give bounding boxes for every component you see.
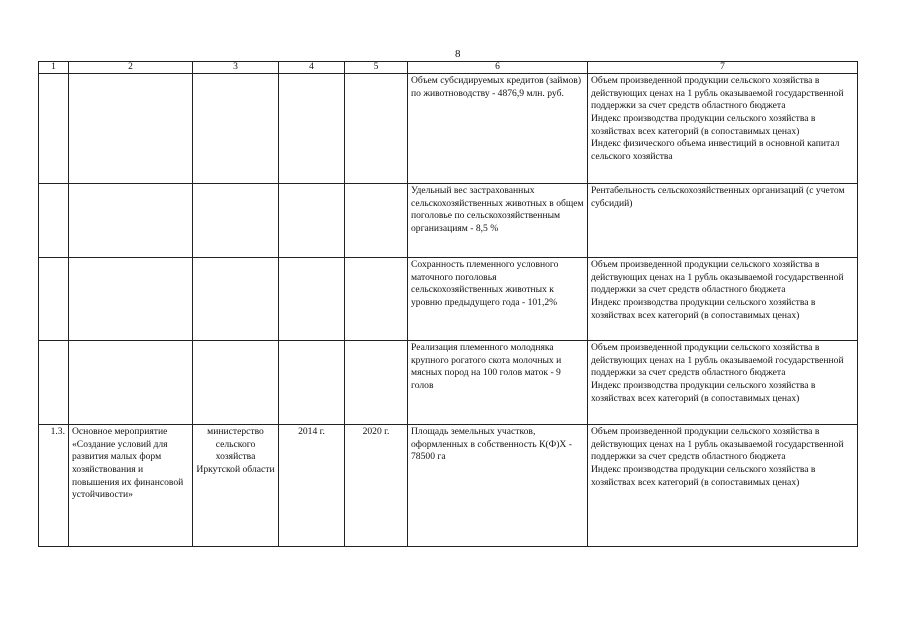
cell-start-year [279,74,345,184]
indicator-line: Индекс физического объема инвестиций в основной капитал сельского хозяйства [591,138,840,162]
header-cell: 3 [193,62,279,74]
indicator-line: Рентабельность сельскохозяйственных организаций (с учетом субсидий) [591,185,845,209]
cell-end-year [345,74,408,184]
indicator-line: Объем произведенной продукции сельского хозяйства в действующих ценах на 1 рубль оказываемой государственной поддержки за счет средств областного бюджета [591,342,844,379]
table-row [39,258,858,341]
cell-executor [193,184,279,258]
header-cell: 6 [408,62,588,74]
cell-end-year [345,258,408,341]
cell-executor [193,258,279,341]
program-table [38,61,858,547]
cell-result: Сохранность племенного условного маточного поголовья сельскохозяйственных животных к уровню предыдущего года - 101,2% [408,258,588,341]
indicator-line: Объем произведенной продукции сельского хозяйства в действующих ценах на 1 рубль оказываемой государственной поддержки за счет средств областного бюджета [591,75,844,112]
cell-result: Реализация племенного молодняка крупного рогатого скота молочных и мясных пород на 100 голов маток - 9 голов [408,341,588,425]
cell-indicators [588,341,858,425]
cell-end-year [345,341,408,425]
cell-end-year: 2020 г. [345,425,408,547]
cell-activity [69,341,193,425]
cell-indicators [588,258,858,341]
cell-result: Удельный вес застрахованных сельскохозяйственных животных в общем поголовье по сельскохозяйственным организациям - 8,5 % [408,184,588,258]
table-row [39,184,858,258]
indicator-line: Объем произведенной продукции сельского хозяйства в действующих ценах на 1 рубль оказываемой государственной поддержки за счет средств областного бюджета [591,259,844,296]
header-cell: 2 [69,62,193,74]
cell-start-year [279,341,345,425]
cell-result: Объем субсидируемых кредитов (займов) по животноводству - 4876,9 млн. руб. [408,74,588,184]
cell-executor [193,341,279,425]
cell-executor [193,74,279,184]
cell-number: 1.3. [39,425,69,547]
cell-executor: министерство сельского хозяйства Иркутской области [193,425,279,547]
cell-activity [69,258,193,341]
cell-indicators [588,425,858,547]
indicator-line: Индекс производства продукции сельского хозяйства в хозяйствах всех категорий (в сопоставимых ценах) [591,463,816,488]
header-cell: 7 [588,62,858,74]
cell-number [39,184,69,258]
cell-start-year [279,184,345,258]
table-row [39,341,858,425]
table-header-row [39,62,858,74]
cell-number [39,74,69,184]
header-cell: 1 [39,62,69,74]
table-row [39,425,858,547]
cell-activity: Основное мероприятие «Создание условий для развития малых форм хозяйствования и повышения их финансовой устойчивости» [69,425,193,547]
cell-number [39,258,69,341]
indicator-line: Индекс производства продукции сельского хозяйства в хозяйствах всех категорий (в сопоставимых ценах) [591,296,816,321]
header-cell: 5 [345,62,408,74]
cell-number [39,341,69,425]
cell-end-year [345,184,408,258]
cell-start-year: 2014 г. [279,425,345,547]
header-cell: 4 [279,62,345,74]
cell-indicators [588,74,858,184]
cell-indicators [588,184,858,258]
page-number: 8 [455,48,461,60]
cell-activity [69,74,193,184]
cell-result: Площадь земельных участков, оформленных в собственность К(Ф)Х - 78500 га [408,425,588,547]
indicator-line: Объем произведенной продукции сельского хозяйства в действующих ценах на 1 рубль оказываемой государственной поддержки за счет средств областного бюджета [591,426,844,463]
cell-activity [69,184,193,258]
cell-start-year [279,258,345,341]
indicator-line: Индекс производства продукции сельского хозяйства в хозяйствах всех категорий (в сопоставимых ценах) [591,379,816,404]
table-row [39,74,858,184]
indicator-line: Индекс производства продукции сельского хозяйства в хозяйствах всех категорий (в сопоставимых ценах) [591,112,816,137]
